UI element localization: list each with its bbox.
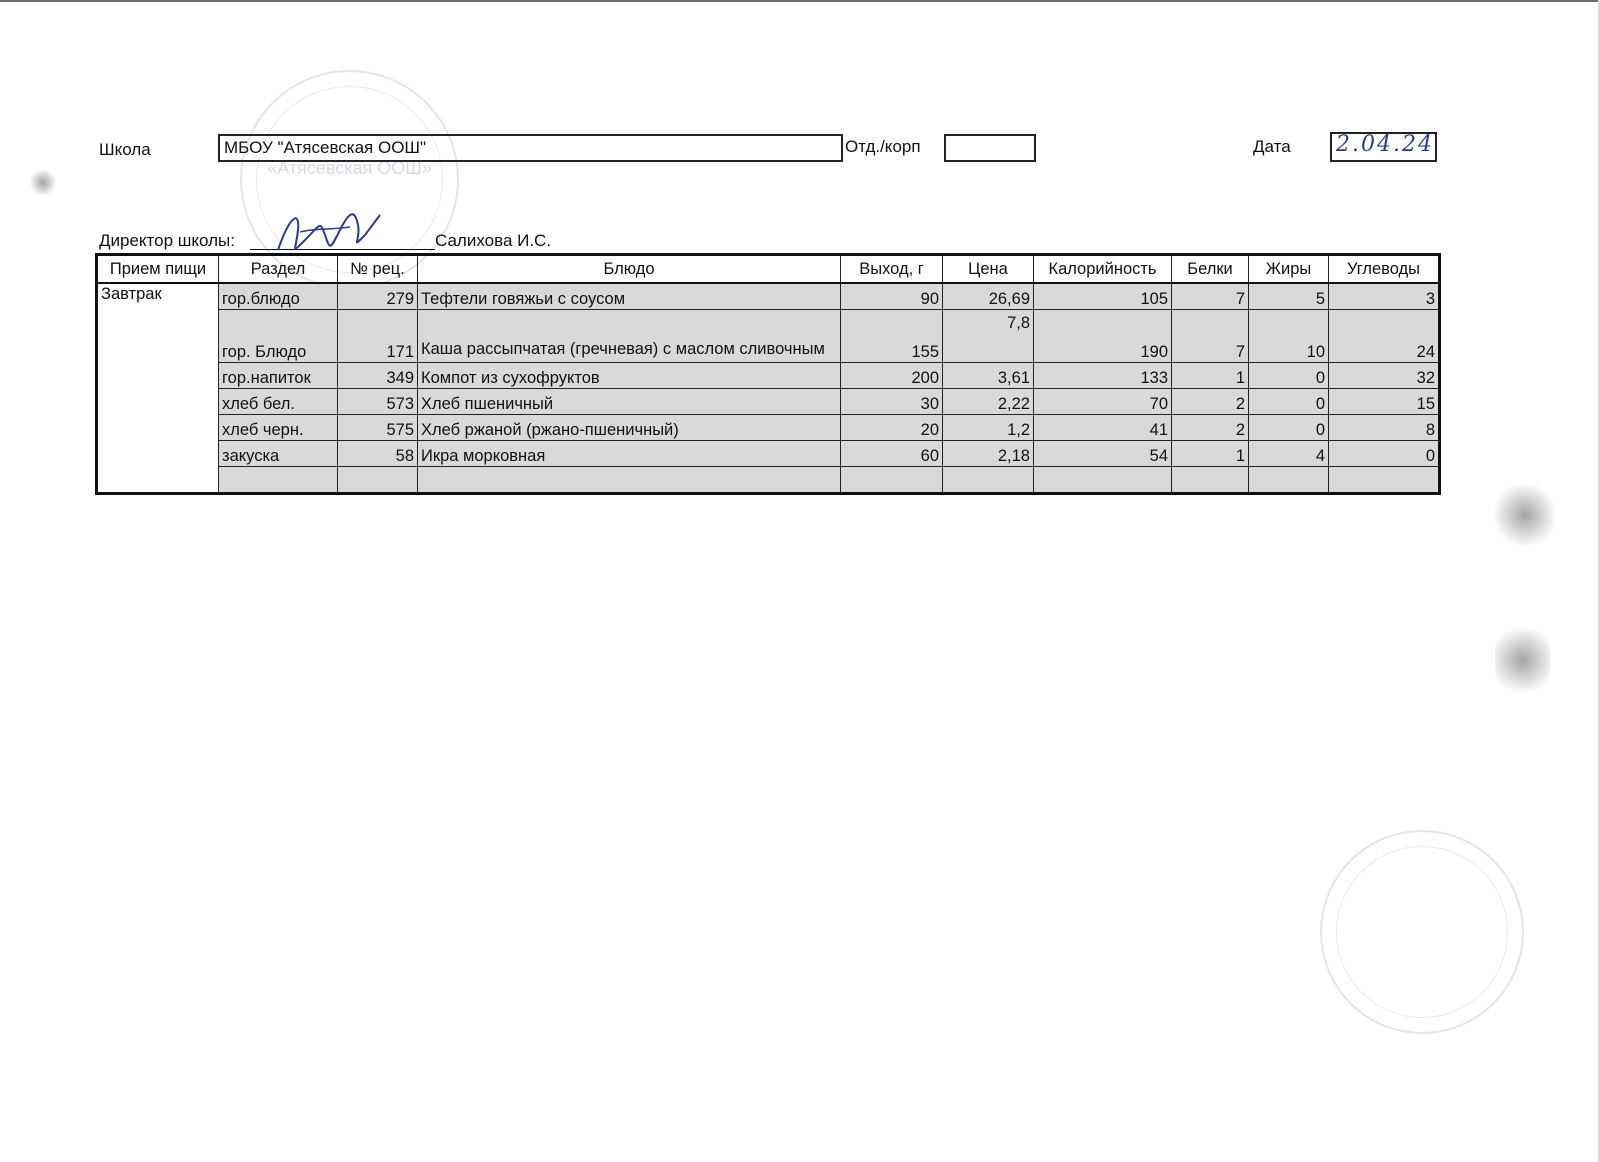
recipe-cell: 58 [338,441,418,467]
section-cell: закуска [219,441,338,467]
calories-cell: 190 [1034,310,1172,363]
empty-cell [1329,467,1440,494]
col-header-recipe: № рец. [338,255,418,284]
fat-cell: 0 [1249,363,1329,389]
scan-smudge [1495,480,1555,550]
empty-cell [418,467,841,494]
dept-label: Отд./корп [845,137,921,156]
dish-cell: Тефтели говяжьи с соусом [418,283,841,310]
price-cell [943,310,1034,363]
section-cell: хлеб черн. [219,415,338,441]
calories-cell: 105 [1034,283,1172,310]
stamp-text: «Атясевская ООШ» [267,158,432,178]
section-cell: гор.напиток [219,363,338,389]
table-header-row [97,255,1440,284]
col-header-output: Выход, г [841,255,943,284]
empty-cell [841,467,943,494]
col-header-section: Раздел [219,255,338,284]
carbs-cell: 3 [1329,283,1440,310]
dish-cell: Хлеб ржаной (ржано-пшеничный) [418,415,841,441]
protein-cell: 1 [1172,363,1249,389]
output-cell: 20 [841,415,943,441]
col-header-calories: Калорийность [1034,255,1172,284]
fat-cell: 0 [1249,389,1329,415]
output-cell: 200 [841,363,943,389]
col-header-meal: Прием пищи [97,255,219,284]
protein-cell: 1 [1172,441,1249,467]
recipe-cell: 279 [338,283,418,310]
dish-cell: Икра морковная [418,441,841,467]
col-header-price: Цена [943,255,1034,284]
director-name: Салихова И.С. [435,231,552,250]
director-signature [270,200,390,260]
recipe-cell: 349 [338,363,418,389]
col-header-carbs: Углеводы [1329,255,1440,284]
calories-cell: 41 [1034,415,1172,441]
price-cell: 1,2 [943,415,1034,441]
output-cell: 155 [841,310,943,363]
carbs-cell: 24 [1329,310,1440,363]
protein-cell: 7 [1172,283,1249,310]
price-cell: 2,22 [943,389,1034,415]
dish-cell: Хлеб пшеничный [418,389,841,415]
section-cell: гор.блюдо [219,283,338,310]
carbs-cell: 8 [1329,415,1440,441]
carbs-cell: 32 [1329,363,1440,389]
table-row [97,363,1440,389]
recipe-cell: 573 [338,389,418,415]
table-row [97,415,1440,441]
col-header-fat: Жиры [1249,255,1329,284]
table-row [97,389,1440,415]
calories-cell: 54 [1034,441,1172,467]
col-header-dish: Блюдо [418,255,841,284]
fat-cell: 10 [1249,310,1329,363]
date-field[interactable]: 2.04.24 [1330,132,1437,162]
fat-cell: 5 [1249,283,1329,310]
menu-table [95,253,1441,495]
bleed-through-stamp [1320,830,1524,1034]
fat-cell: 0 [1249,415,1329,441]
dish-cell: Компот из сухофруктов [418,363,841,389]
price-cell: 2,18 [943,441,1034,467]
empty-cell [943,467,1034,494]
price-cell: 3,61 [943,363,1034,389]
carbs-cell: 15 [1329,389,1440,415]
school-label: Школа [99,140,151,159]
scan-smudge [1495,620,1550,700]
empty-cell [219,467,338,494]
date-label: Дата [1253,137,1291,156]
protein-cell: 2 [1172,415,1249,441]
table-row [97,310,1440,363]
empty-cell [338,467,418,494]
school-field[interactable]: МБОУ "Атясевская ООШ" [218,134,843,162]
protein-cell: 7 [1172,310,1249,363]
carbs-cell: 0 [1329,441,1440,467]
director-label: Директор школы: [99,231,235,250]
empty-cell [1172,467,1249,494]
price-cell: 26,69 [943,283,1034,310]
col-header-protein: Белки [1172,255,1249,284]
fat-cell: 4 [1249,441,1329,467]
dish-cell: Каша рассыпчатая (гречневая) с маслом сливочным [418,310,841,363]
price-value: 7,8 [1007,314,1030,332]
output-cell: 30 [841,389,943,415]
meal-cell: Завтрак [97,283,219,494]
page-top-edge [0,0,1600,2]
output-cell: 90 [841,283,943,310]
calories-cell: 133 [1034,363,1172,389]
recipe-cell: 575 [338,415,418,441]
section-cell: хлеб бел. [219,389,338,415]
table-row [97,283,1440,310]
calories-cell: 70 [1034,389,1172,415]
section-cell: гор. Блюдо [219,310,338,363]
output-cell: 60 [841,441,943,467]
table-row [97,441,1440,467]
recipe-cell: 171 [338,310,418,363]
scan-smudge [28,170,58,195]
empty-cell [1034,467,1172,494]
empty-cell [1249,467,1329,494]
dept-field[interactable] [944,134,1036,162]
protein-cell: 2 [1172,389,1249,415]
table-row-empty [97,467,1440,494]
